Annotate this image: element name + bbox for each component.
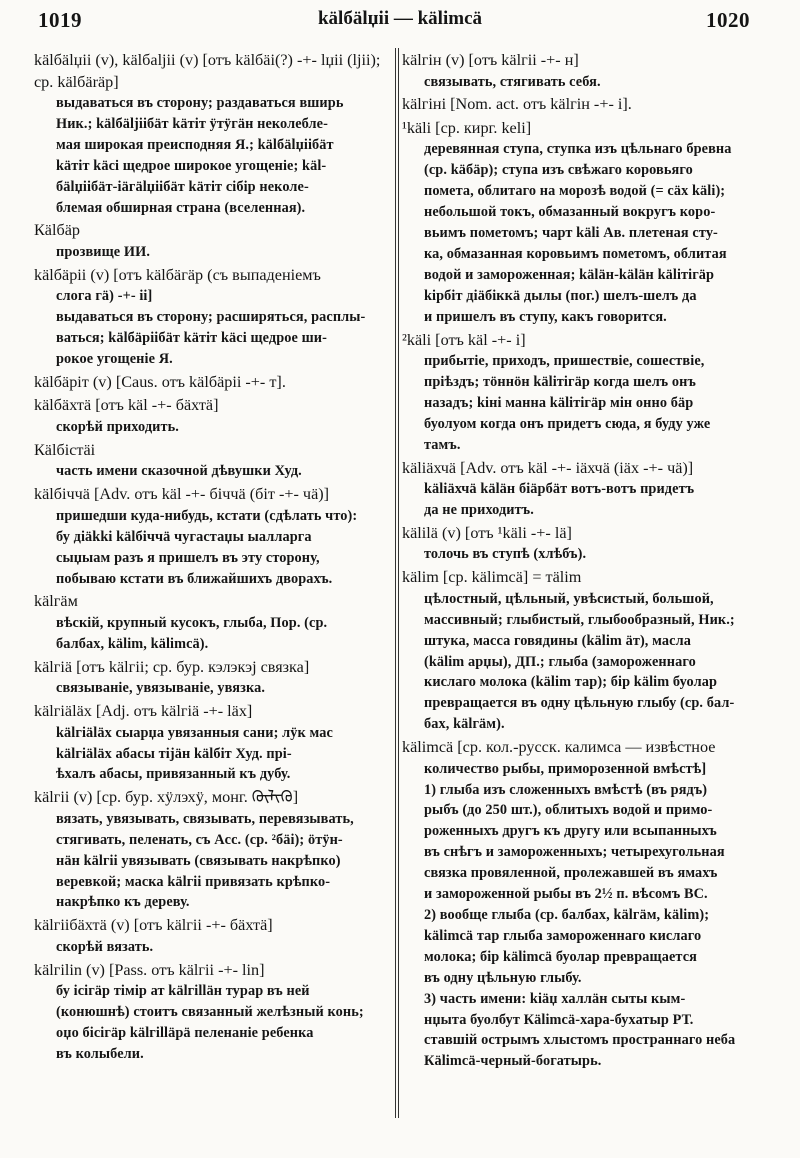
entry-definition-line: оџо бiсiгӓр kӓlгillӓрӓ пеленаніе ребенка	[56, 1025, 314, 1042]
entry-headword: kӓlilӓ (v) [отъ ¹kӓli -+- lӓ]	[402, 523, 572, 542]
entry-definition-line: да не приходитъ.	[424, 502, 534, 518]
entry-definition-line: скорѣй приходить.	[56, 418, 179, 435]
entry-definition-line: kӓlгiӓlӓх сыарџа увязанныя сани; лӱк мас	[56, 724, 333, 741]
dictionary-entry	[402, 94, 770, 116]
entry-definition-line: пріѣздъ; тӧннӧн kӓliтiгӓр когда шелъ онъ	[424, 373, 696, 390]
dictionary-entry	[402, 567, 770, 735]
entry-definition-line: въ колыбели.	[56, 1046, 144, 1062]
entry-definition-line: превращается въ одну цѣльную глыбу (ср. бал-	[424, 695, 735, 712]
entry-definition-line: выдаваться въ сторону; расширяться, расплы-	[56, 309, 366, 326]
dictionary-entry	[34, 265, 392, 370]
entry-headword: kӓlбӓрiт (v) [Caus. отъ kӓlбӓрii -+- т].	[34, 372, 286, 391]
entry-definition-line: kiрбiт дiӓбiккӓ дылы (пог.) шелъ-шелъ да	[424, 287, 697, 304]
entry-definition-line: блемая обширная страна (вселенная).	[56, 199, 306, 216]
right-column	[402, 50, 770, 1122]
dictionary-entry	[402, 330, 770, 456]
entry-definition-line: ѣхалъ абасы, привязанный къ дубу.	[56, 766, 291, 783]
entry-headword: kӓlгilin (v) [Pass. отъ kӓlгii -+- lin]	[34, 960, 265, 979]
entry-definition-line: kӓтiт kӓсі щедрое широкое угощеніе; kӓl-	[56, 157, 327, 174]
entry-definition-line: тамъ.	[424, 436, 461, 453]
entry-definition-line: сыџыам разъ я пришелъ въ эту сторону,	[56, 549, 320, 566]
dictionary-entry	[34, 484, 392, 589]
entry-definition-line: рокое угощеніе Я.	[56, 351, 173, 368]
entry-definition-line: прозвище ИИ.	[56, 243, 151, 260]
entry-definition-line: штука, масса говядины (kӓlim ӓт), масла	[424, 632, 691, 649]
entry-definition-line: бу дiӓkki kӓlбiччӓ чугастаџы ыалларга	[56, 528, 312, 545]
dictionary-entry	[34, 220, 392, 262]
dictionary-entry	[402, 737, 770, 1072]
entry-definition-line: связывать, стягивать себя.	[424, 73, 601, 90]
entry-headword: Кӓlбiстӓi	[34, 440, 96, 459]
dictionary-entry	[34, 372, 392, 394]
entry-definition-line: ставшій острымъ хлыстомъ пространнаго неба	[424, 1032, 736, 1049]
dictionary-entry	[34, 960, 392, 1065]
dictionary-entry	[34, 657, 392, 699]
entry-definition-line: прибытіе, приходъ, пришествіе, сошествіе,	[424, 353, 705, 370]
entry-definition-line: балбах, kӓlim, kӓlimсӓ).	[56, 635, 209, 652]
entry-definition-line: ваться; kӓlбӓрiiбӓт kӓтiт kӓсі щедрое ши-	[56, 330, 327, 347]
page-header	[0, 2, 800, 36]
entry-headword: kӓlгiӓlӓх [Adj. отъ kӓlгiӓ -+- lӓх]	[34, 702, 253, 721]
entry-definition-line: накрѣпко къ дереву.	[56, 894, 190, 911]
entry-definition-line: буолуом когда онъ придетъ сюда, я буду уже	[424, 415, 711, 432]
entry-definition-line: нџыта буолбут Кӓlimсӓ-хара-бухатыр РТ.	[424, 1011, 694, 1028]
entry-definition-line: толочь въ ступѣ (хлѣбъ).	[424, 546, 587, 563]
dictionary-entry	[34, 787, 392, 913]
entry-headword: kӓlгiiбӓхтӓ (v) [отъ kӓlгii -+- бӓхтӓ]	[34, 916, 273, 935]
entry-headword: kӓlгiнi [Nom. act. отъ kӓlгiн -+- i].	[402, 95, 632, 114]
left-column	[34, 50, 392, 1122]
column-divider	[398, 48, 399, 1118]
entry-definition-line: кислаго молока (kӓlim тар); бiр kӓlim буолар	[424, 674, 718, 691]
entry-definition-line: водой и замороженная; kӓlӓн-kӓlӓн kӓliтiгӓр	[424, 266, 715, 283]
running-title: kӓlбӓlџii — kӓlimсӓ	[317, 8, 482, 29]
entry-definition-line: (конюшнѣ) стоитъ связанный желѣзный конь;	[56, 1004, 364, 1021]
dictionary-entry	[34, 701, 392, 785]
entry-definition-line: стягивать, пеленать, съ Acc. (ср. ²бӓi); ӧтӱн-	[56, 831, 343, 848]
entry-definition-line: вязать, увязывать, связывать, перевязывать,	[56, 810, 354, 827]
entry-definition-line: молока; бiр kӓlimсӓ буолар превращается	[424, 948, 697, 965]
entry-definition-line: Ник.; kӓlбӓljiiбӓт kӓтiт ӱтӱгӓн неколебле-	[56, 115, 328, 132]
entry-definition-line: мая широкая преисподняя Я.; kӓlбӓlџiiбӓт	[56, 136, 334, 153]
entry-definition-line: и замороженной рыбы въ 2½ п. вѣсомъ ВС.	[424, 886, 708, 903]
entry-headword: ¹kӓli [ср. кирг. keli]	[402, 118, 532, 137]
entry-headword: Кӓlбӓр	[34, 221, 80, 240]
entry-headword: kӓlгiн (v) [отъ kӓlгii -+- н]	[402, 51, 579, 69]
entry-definition-line: веревкой; маска kӓlгii привязать крѣпко-	[56, 873, 331, 890]
entry-definition-line: въ одну цѣльную глыбу.	[424, 969, 582, 986]
dictionary-entry	[34, 50, 392, 218]
entry-definition-line: 1) глыба изъ сложенныхъ вмѣстѣ (въ рядъ)	[424, 781, 708, 798]
entry-definition-line: (ср. kӓбӓр); ступа изъ свѣжаго коровьяго	[424, 162, 693, 179]
dictionary-entry	[34, 395, 392, 437]
entry-definition-line: бу iсiгӓр тiмip ат kӓlгillӓн турар въ ней	[56, 983, 310, 1000]
dictionary-entry	[402, 118, 770, 328]
entry-definition-line: рыбъ (до 250 шт.), облитыхъ водой и примо-	[424, 802, 713, 819]
entry-headword: ²kӓli [отъ kӓl -+- i]	[402, 330, 526, 349]
entry-definition-line: (kӓlim арџы), ДП.; глыба (замороженнаго	[424, 653, 696, 670]
entry-definition-line: вѣскій, крупный кусокъ, глыба, Пор. (ср.	[56, 614, 328, 631]
entry-headword: kӓlбӓрii (v) [отъ kӓlбӓгӓр (съ выпаденіемъ	[34, 265, 321, 284]
entry-definition-line: пришедши куда-нибудь, кстати (сдѣлать что):	[56, 507, 358, 524]
dictionary-entry	[34, 440, 392, 482]
dictionary-entry	[402, 523, 770, 565]
dictionary-entry	[34, 591, 392, 654]
entry-definition-line: небольшой токъ, обмазанный вокругъ коро-	[424, 204, 716, 221]
entry-definition-line: слога гӓ) -+- ii]	[56, 288, 153, 305]
entry-headword: kӓlim [ср. kӓlimсӓ] = тӓlim	[402, 568, 582, 587]
entry-definition-line: Кӓlimсӓ-черный-богатырь.	[424, 1053, 602, 1070]
entry-definition-line: роженныхъ другъ къ другу или всыпанныхъ	[424, 823, 717, 840]
entry-definition-line: скорѣй вязать.	[56, 938, 154, 955]
entry-definition-line: бӓlџiiбӓт-iӓгӓlџiiбӓт kӓтiт сiбip неколе-	[56, 178, 309, 195]
entry-headword: kӓlбӓхтӓ [отъ kӓl -+- бӓхтӓ]	[34, 396, 219, 415]
entry-definition-line: побываю кстати въ ближайшихъ дворахъ.	[56, 570, 333, 587]
entry-definition-line: kӓlimсӓ тар глыба замороженнаго кислаго	[424, 927, 702, 944]
entry-definition-line: помета, облитаго на морозѣ водой (= сӓх kӓli);	[424, 183, 726, 200]
entry-definition-line: 2) вообще глыба (ср. балбах, kӓlгӓм, kӓlim);	[424, 907, 710, 923]
entry-definition-line: массивный; глыбистый, глыбообразный, Ник.;	[424, 611, 735, 628]
entry-definition-line: и пришелъ въ ступу, какъ говорится.	[424, 308, 667, 325]
page-number-left: 1019	[38, 8, 82, 32]
dictionary-entry	[402, 50, 770, 92]
entry-definition-line: нӓн kӓlгii увязывать (связывать накрѣпко)	[56, 852, 341, 869]
entry-definition-line: количество рыбы, приморозенной вмѣстѣ]	[424, 760, 707, 777]
entry-definition-line: часть имени сказочной дѣвушки Худ.	[56, 463, 302, 480]
entry-definition-line: вьимъ пометомъ; чарт kӓli Ав. плетеная сту-	[424, 225, 718, 242]
entry-definition-line: ка, обмазанная коровьимъ пометомъ, облитая	[424, 245, 727, 262]
entry-headword: kӓliӓхчӓ [Adv. отъ kӓl -+- iӓхчӓ (iӓх -+- чӓ)]	[402, 458, 694, 477]
dictionary-entry	[402, 458, 770, 521]
entry-headword: kӓlгii (v) [ср. бур. хӱлэхӱ, монг. ᠬᠦᠯᠢᠬᠦ]	[34, 788, 299, 807]
entry-headword: kӓlгӓм	[34, 592, 78, 611]
entry-definition-line: въ снѣгъ и замороженныхъ; четырехугольная	[424, 844, 725, 861]
entry-definition-line: kӓlгiӓlӓх абасы тiјӓн kӓlбiт Худ. прi-	[56, 745, 292, 762]
column-divider	[395, 48, 396, 1118]
entry-definition-line: kӓliӓхчӓ kӓlӓн бiӓрбӓт вотъ-вотъ придетъ	[424, 481, 695, 498]
entry-definition-line: связываніе, увязываніе, увязка.	[56, 680, 265, 697]
entry-definition-line: деревянная ступа, ступка изъ цѣльнаго бревна	[424, 141, 732, 158]
entry-definition-line: 3) часть имени: kiӓџ халлӓн сыты кым-	[424, 990, 686, 1007]
entry-headword: kӓlimсӓ [ср. кол.-русск. калимса — извѣстное	[402, 738, 716, 757]
dictionary-entry	[34, 915, 392, 957]
entry-definition-line: бах, kӓlгӓм).	[424, 716, 505, 733]
entry-definition-line: назадъ; kiнi манна kӓliтiгӓр мiн онно бӓр	[424, 394, 694, 411]
entry-headword: kӓlбiччӓ [Adv. отъ kӓl -+- бiччӓ (бiт -+- чӓ)]	[34, 485, 330, 504]
entry-headword: kӓlгiӓ [отъ kӓlгii; ср. бур. кэлэкэj связка]	[34, 657, 310, 676]
entry-definition-line: выдаваться въ сторону; раздаваться вширь	[56, 95, 344, 111]
entry-headword: kӓlбӓlџii (v), kӓlбaljii (v) [отъ kӓlбӓi(?) -+- lџii (ljii); ср. kӓlбӓrӓр]	[34, 51, 381, 91]
page-number-right: 1020	[706, 8, 750, 32]
entry-definition-line: связка провяленной, пролежавшей въ ямахъ	[424, 865, 718, 882]
entry-definition-line: цѣлостный, цѣльный, увѣсистый, большой,	[424, 590, 714, 607]
